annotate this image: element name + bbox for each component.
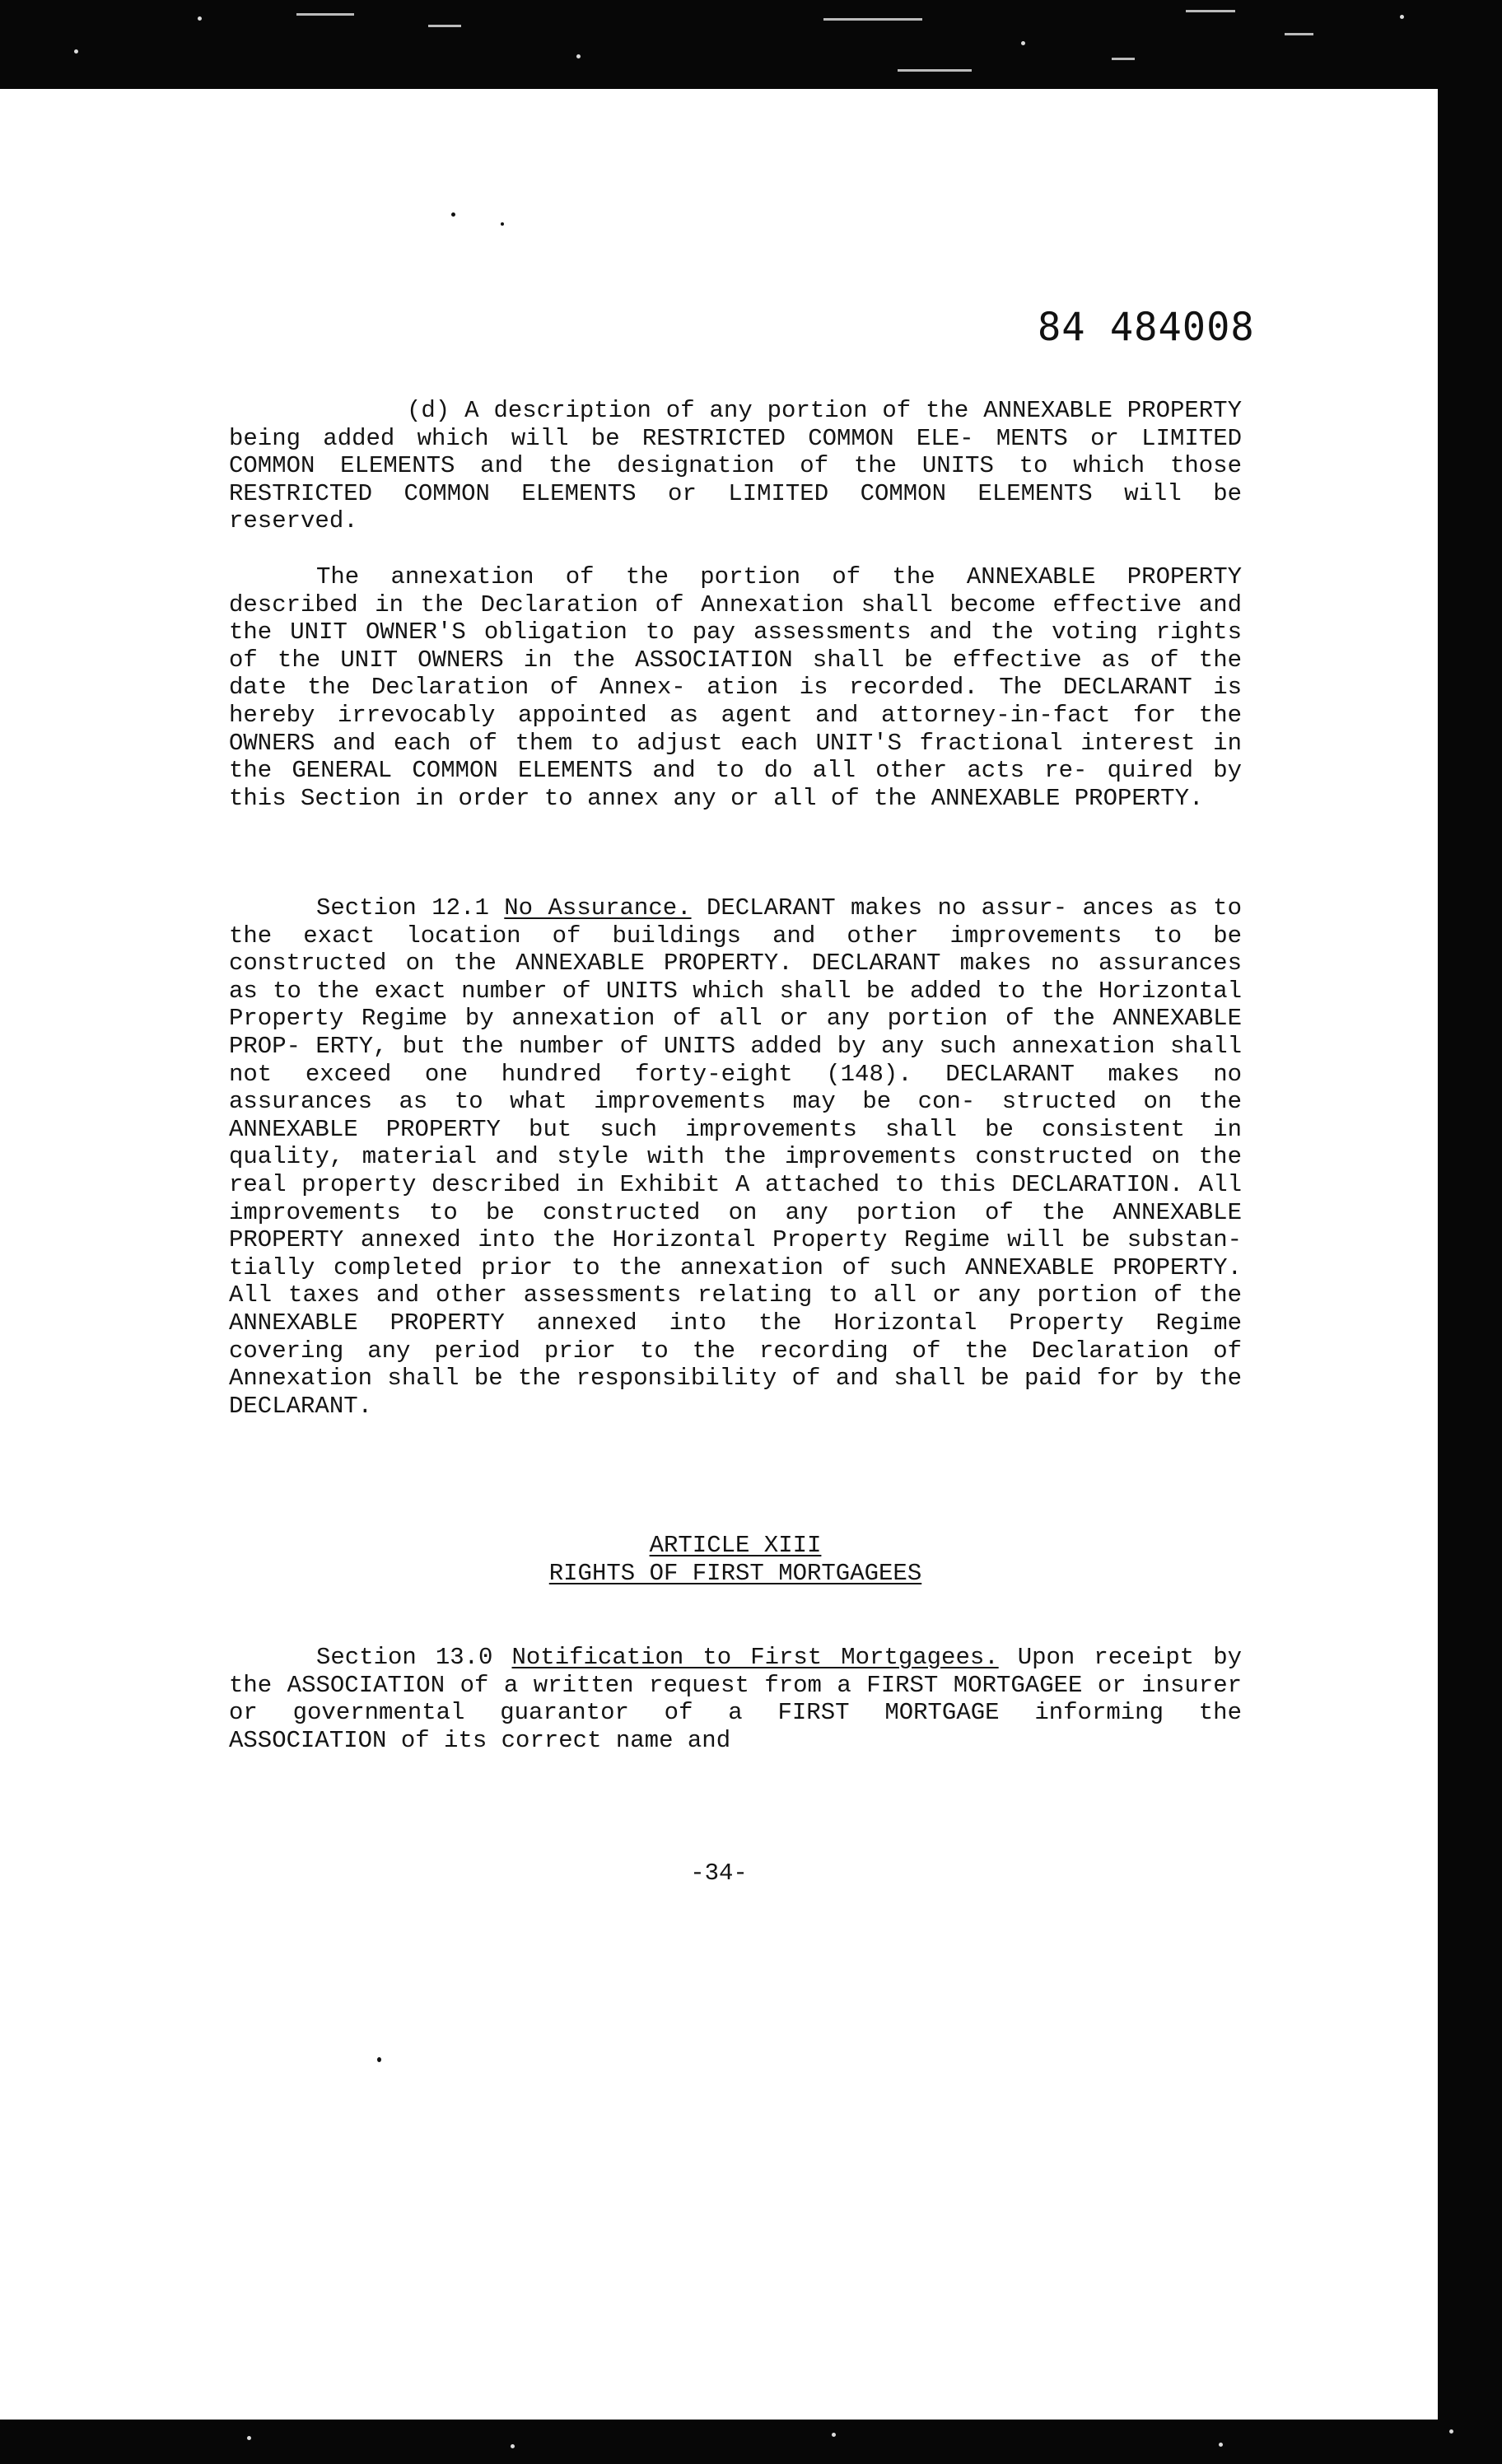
article-title: RIGHTS OF FIRST MORTGAGEES <box>548 1559 922 1587</box>
scan-border-bottom <box>0 2420 1502 2464</box>
section-12-1 <box>229 894 1242 1420</box>
section-12-1-body: DECLARANT makes no assur- ances as to the exact location of buildings and other improvements to be constructed on the ANNEXABLE PROPERTY. DECLARANT makes no assurances as to the exact number of UNITS which shall be added to the Horizontal Property Regime by annexation of all or any portion of the ANNEXABLE PROP- ERTY, but the number of UNITS added by any such annexation shall not exceed one hundred forty-eight (148). DECLARANT makes no assurances as to what improvements may be con- structed on the ANNEXABLE PROPERTY but such improvements shall be consistent in quality, material and style with the improvements constructed on the real property described in Exhibit A attached to this DECLARATION. All improvements to be constructed on any portion of the ANNEXABLE PROPERTY annexed into the Horizontal Property Regime will be substan- tially completed prior to the annexation of such ANNEXABLE PROPERTY. All taxes and other assessments relating to all or any portion of the ANNEXABLE PROPERTY annexed into the Horizontal Property Regime covering any period prior to the recording of the Declaration of Annexation shall be the responsibility of and shall be paid for by the DECLARANT. <box>229 894 1242 1420</box>
section-12-1-number: Section 12.1 <box>316 894 489 922</box>
document-page <box>0 89 1438 2420</box>
section-13-0-title: Notification to First Mortgagees. <box>511 1644 999 1671</box>
document-number: 84 484008 <box>1038 305 1255 350</box>
paragraph-d-lead: (d) <box>407 397 450 424</box>
section-13-0-number: Section 13.0 <box>316 1644 493 1671</box>
page-number: -34- <box>690 1860 748 1887</box>
section-13-0 <box>229 1644 1242 1754</box>
paragraph-annexation: The annexation of the portion of the ANNEXABLE PROPERTY described in the Declaration of Annexation shall become effective and the UNIT OWNER'S obligation to pay assessments and the voting rights of the UNIT OWNERS in the ASSOCIATION shall be effective as of the date the Declaration of Annex- ation is recorded. The DECLARANT is hereby irrevocably appointed as agent and attorney-in-fact for the OWNERS and each of them to adjust each UNIT'S fractional interest in the GENERAL COMMON ELEMENTS and to do all other acts re- quired by this Section in order to annex any or all of the ANNEXABLE PROPERTY. <box>229 563 1242 812</box>
scan-border-top <box>0 0 1502 89</box>
section-13-0-body: Upon receipt by the ASSOCIATION of a written request from a FIRST MORTGAGEE or insurer or governmental guarantor of a FIRST MORTGAGE informing the ASSOCIATION of its correct name and <box>229 1644 1242 1754</box>
article-heading <box>229 1532 1242 1587</box>
paragraph-d-text: A description of any portion of the ANNEXABLE PROPERTY being added which will be RESTRICTED COMMON ELE- MENTS or LIMITED COMMON ELEMENTS and the designation of the UNITS to which those RESTRICTED COMMON ELEMENTS or LIMITED COMMON ELEMENTS will be reserved. <box>229 397 1242 535</box>
paragraph-d <box>229 397 1242 535</box>
section-12-1-title: No Assurance. <box>504 894 692 922</box>
article-number: ARTICLE XIII <box>649 1532 822 1559</box>
